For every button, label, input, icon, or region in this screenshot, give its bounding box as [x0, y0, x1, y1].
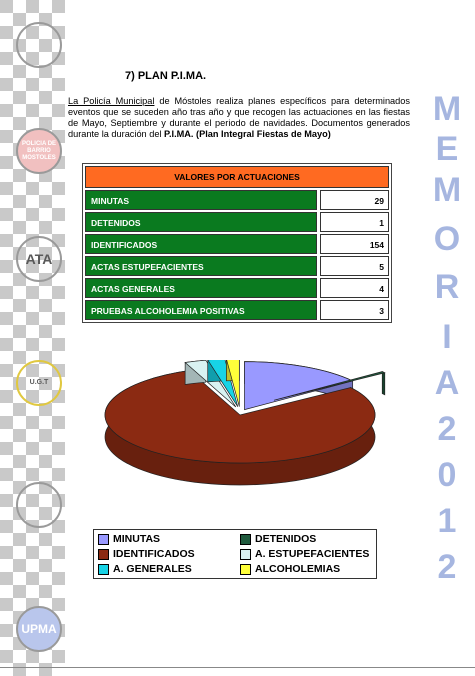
table-row [85, 190, 389, 210]
row-label: MINUTAS [85, 190, 317, 210]
row-value: 1 [320, 212, 389, 232]
checker-square [0, 416, 13, 429]
checker-square [0, 182, 13, 195]
checker-square [52, 442, 65, 455]
legend-entry [240, 533, 316, 545]
watermark-letter: O [433, 220, 461, 258]
checker-square [39, 559, 52, 572]
watermark-letter: I [442, 318, 452, 356]
legend-label: IDENTIFICADOS [113, 548, 195, 560]
row-label: ACTAS ESTUPEFACIENTES [85, 256, 317, 276]
legend-label: MINUTAS [113, 533, 161, 545]
paragraph-body: de Móstoles realiza planes específicos para determinados eventos que se suceden año tras año y que recogen las actuaciones en las fiestas de Mayo, Septiembre y durante el periodo de navidades. Documentos generados durante la duración del [68, 96, 410, 139]
table-header: VALORES POR ACTUACIONES [85, 166, 389, 188]
checker-square [26, 0, 39, 13]
legend-entry [240, 548, 369, 560]
checker-square [0, 104, 13, 117]
checker-square [26, 442, 39, 455]
checker-square [39, 195, 52, 208]
watermark-letter: 1 [437, 502, 457, 540]
checker-square [52, 182, 65, 195]
checker-square [52, 0, 65, 13]
pie-chart [90, 360, 390, 500]
checker-square [0, 26, 13, 39]
left-checker-strip [0, 0, 70, 674]
table-row [85, 256, 389, 276]
checker-square [26, 338, 39, 351]
section-title: 7) PLAN P.I.MA. [125, 70, 207, 82]
checker-square [13, 403, 26, 416]
table-row [85, 300, 389, 320]
checker-square [26, 104, 39, 117]
checker-square [0, 520, 13, 533]
row-label: IDENTIFICADOS [85, 234, 317, 254]
checker-square [39, 299, 52, 312]
checker-square [13, 663, 26, 676]
checker-square [52, 468, 65, 481]
checker-square [13, 91, 26, 104]
checker-square [0, 78, 13, 91]
checker-square [26, 468, 39, 481]
legend-entry [98, 533, 160, 545]
checker-square [0, 598, 13, 611]
sidebar-badge-3: U.G.T [16, 360, 62, 406]
sidebar-badge-2: ATA [16, 236, 62, 282]
sidebar-badge-1: POLICIA DE BARRIO MOSTOLES [16, 128, 62, 174]
checker-square [13, 195, 26, 208]
checker-square [52, 338, 65, 351]
checker-square [0, 234, 13, 247]
checker-square [39, 585, 52, 598]
table-row [85, 212, 389, 232]
watermark-letter: A [434, 364, 460, 402]
checker-square [0, 0, 13, 13]
legend-swatch [98, 564, 109, 575]
checker-square [52, 208, 65, 221]
checker-square [0, 624, 13, 637]
legend-swatch [98, 549, 109, 560]
checker-square [52, 598, 65, 611]
checker-square [13, 351, 26, 364]
legend-label: DETENIDOS [255, 533, 317, 545]
checker-square [39, 325, 52, 338]
checker-square [13, 65, 26, 78]
checker-square [39, 91, 52, 104]
row-value: 5 [320, 256, 389, 276]
values-table [82, 163, 392, 323]
checker-square [13, 533, 26, 546]
checker-square [52, 572, 65, 585]
legend-swatch [98, 534, 109, 545]
row-value: 29 [320, 190, 389, 210]
checker-square [0, 364, 13, 377]
legend-entry [240, 563, 340, 575]
legend-entry [98, 548, 195, 560]
checker-square [52, 104, 65, 117]
checker-square [13, 169, 26, 182]
checker-square [52, 286, 65, 299]
checker-square [0, 208, 13, 221]
checker-square [13, 117, 26, 130]
watermark-letter: E [435, 130, 459, 168]
legend-swatch [240, 564, 251, 575]
checker-square [0, 312, 13, 325]
checker-square [0, 650, 13, 663]
checker-square [0, 546, 13, 559]
row-label: PRUEBAS ALCOHOLEMIA POSITIVAS [85, 300, 317, 320]
watermark-letter: R [434, 268, 460, 306]
sidebar-badge-5: UPMA [16, 606, 62, 652]
checker-square [13, 325, 26, 338]
sidebar-badge-0 [16, 22, 62, 68]
checker-square [52, 78, 65, 91]
checker-square [0, 260, 13, 273]
checker-square [0, 52, 13, 65]
checker-square [26, 182, 39, 195]
checker-square [39, 533, 52, 546]
legend-swatch [240, 534, 251, 545]
checker-square [39, 429, 52, 442]
watermark-letter: 2 [437, 548, 457, 586]
paragraph-subject: La Policía Municipal [68, 96, 155, 106]
checker-square [26, 208, 39, 221]
checker-square [13, 559, 26, 572]
checker-square [26, 546, 39, 559]
row-label: DETENIDOS [85, 212, 317, 232]
checker-square [0, 390, 13, 403]
checker-square [26, 78, 39, 91]
legend-swatch [240, 549, 251, 560]
checker-square [0, 286, 13, 299]
checker-square [39, 455, 52, 468]
checker-square [0, 130, 13, 143]
checker-square [0, 572, 13, 585]
checker-square [52, 416, 65, 429]
checker-square [13, 455, 26, 468]
checker-square [26, 312, 39, 325]
checker-square [0, 468, 13, 481]
intro-paragraph [68, 96, 410, 140]
row-label: ACTAS GENERALES [85, 278, 317, 298]
watermark-letter: 0 [437, 456, 457, 494]
legend-label: A. GENERALES [113, 563, 192, 575]
legend-label: ALCOHOLEMIAS [255, 563, 341, 575]
table-row [85, 278, 389, 298]
paragraph-plan-name: P.I.MA. (Plan Integral Fiestas de Mayo) [164, 129, 331, 139]
checker-square [26, 572, 39, 585]
checker-square [39, 663, 52, 676]
checker-square [13, 429, 26, 442]
checker-square [13, 221, 26, 234]
checker-square [0, 494, 13, 507]
row-value: 154 [320, 234, 389, 254]
checker-square [0, 442, 13, 455]
checker-square [13, 13, 26, 26]
checker-square [13, 299, 26, 312]
watermark-letter: M [432, 171, 462, 209]
checker-square [26, 416, 39, 429]
watermark-letter: 2 [437, 410, 457, 448]
legend-label: A. ESTUPEFACIENTES [255, 548, 370, 560]
checker-square [52, 546, 65, 559]
legend-entry [98, 563, 192, 575]
checker-square [26, 286, 39, 299]
checker-square [52, 650, 65, 663]
watermark-letter: M [432, 90, 462, 128]
checker-square [0, 156, 13, 169]
row-value: 4 [320, 278, 389, 298]
checker-square [13, 585, 26, 598]
checker-square [39, 221, 52, 234]
page-bottom-rule [0, 667, 475, 668]
chart-legend [93, 529, 377, 579]
checker-square [52, 312, 65, 325]
table-row [85, 234, 389, 254]
checker-square [0, 338, 13, 351]
row-value: 3 [320, 300, 389, 320]
sidebar-badge-4 [16, 482, 62, 528]
